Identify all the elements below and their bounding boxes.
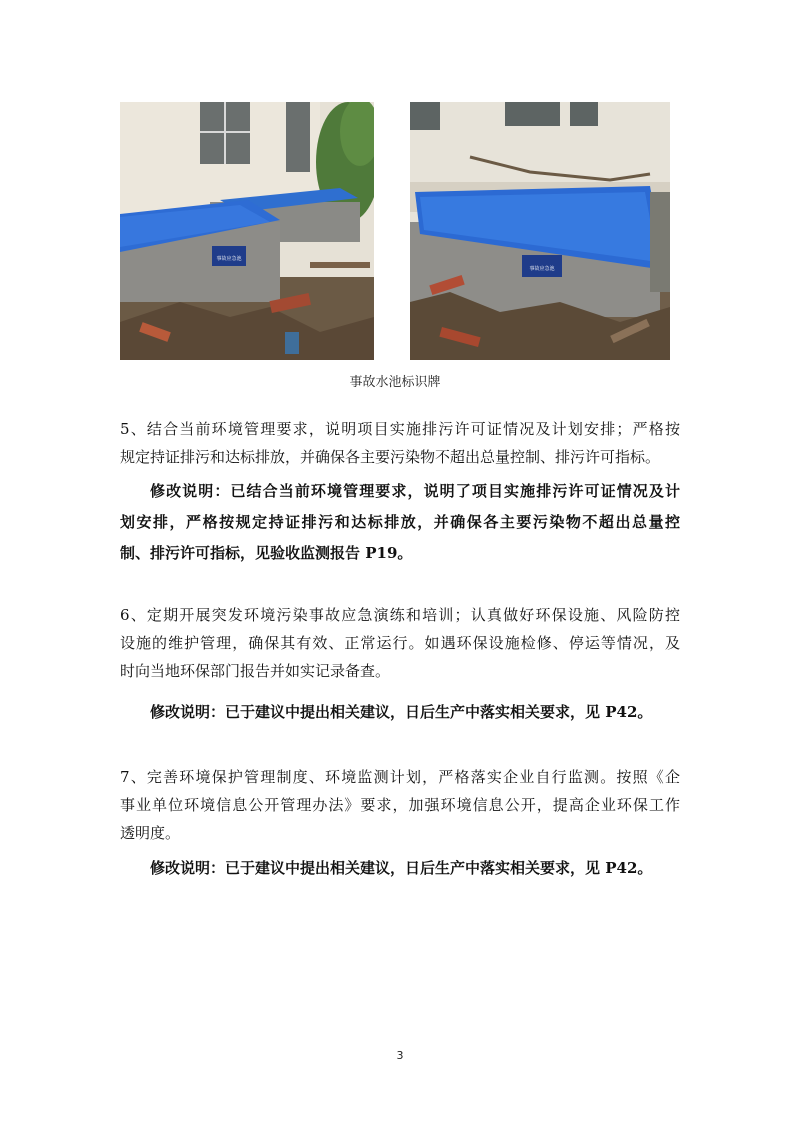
item-5-note-line-3: 制、排污许可指标，见验收监测报告 P19。 bbox=[120, 544, 413, 562]
item-5-note-line-2: 划安排，严格按规定持证排污和达标排放，并确保各主要污染物不超出总量控 bbox=[120, 513, 680, 531]
item-5-line-1: 5、结合当前环境管理要求，说明项目实施排污许可证情况及计划安排；严格按 bbox=[120, 420, 680, 438]
item-6-line-3: 时向当地环保部门报告并如实记录备查。 bbox=[120, 662, 391, 680]
item-6-note-line: 修改说明：已于建议中提出相关建议，日后生产中落实相关要求，见 P42。 bbox=[150, 703, 653, 721]
left-sign-text: 事故应急池 bbox=[216, 256, 242, 262]
item-6-text bbox=[120, 601, 680, 685]
item-7-text bbox=[120, 763, 680, 847]
item-6-line-2: 设施的维护管理，确保其有效、正常运行。如遇环保设施检修、停运等情况，及 bbox=[120, 634, 680, 652]
item-7-line-2: 事业单位环境信息公开管理办法》要求，加强环境信息公开，提高企业环保工作 bbox=[120, 796, 680, 814]
item-7-line-3: 透明度。 bbox=[120, 824, 181, 842]
item-5-revision-note bbox=[120, 476, 680, 569]
item-7-note-line: 修改说明：已于建议中提出相关建议，日后生产中落实相关要求，见 P42。 bbox=[150, 859, 653, 877]
item-7-line-1: 7、完善环境保护管理制度、环境监测计划，严格落实企业自行监测。按照《企 bbox=[120, 768, 680, 786]
item-7-revision-note bbox=[120, 853, 680, 884]
item-6-revision-note bbox=[120, 697, 680, 728]
figure-caption: 事故水池标识牌 bbox=[349, 375, 441, 390]
page-number: 3 bbox=[396, 1049, 404, 1062]
item-6-line-1: 6、定期开展突发环境污染事故应急演练和培训；认真做好环保设施、风险防控 bbox=[120, 606, 680, 624]
item-5-text bbox=[120, 415, 680, 471]
item-5-note-line-1: 修改说明：已结合当前环境管理要求，说明了项目实施排污许可证情况及计 bbox=[150, 482, 680, 500]
accident-pool-photo-left bbox=[120, 102, 374, 360]
right-sign-text: 事故应急池 bbox=[529, 266, 555, 272]
item-5-line-2: 规定持证排污和达标排放，并确保各主要污染物不超出总量控制、排污许可指标。 bbox=[120, 448, 661, 466]
accident-pool-photo-right bbox=[410, 102, 670, 360]
